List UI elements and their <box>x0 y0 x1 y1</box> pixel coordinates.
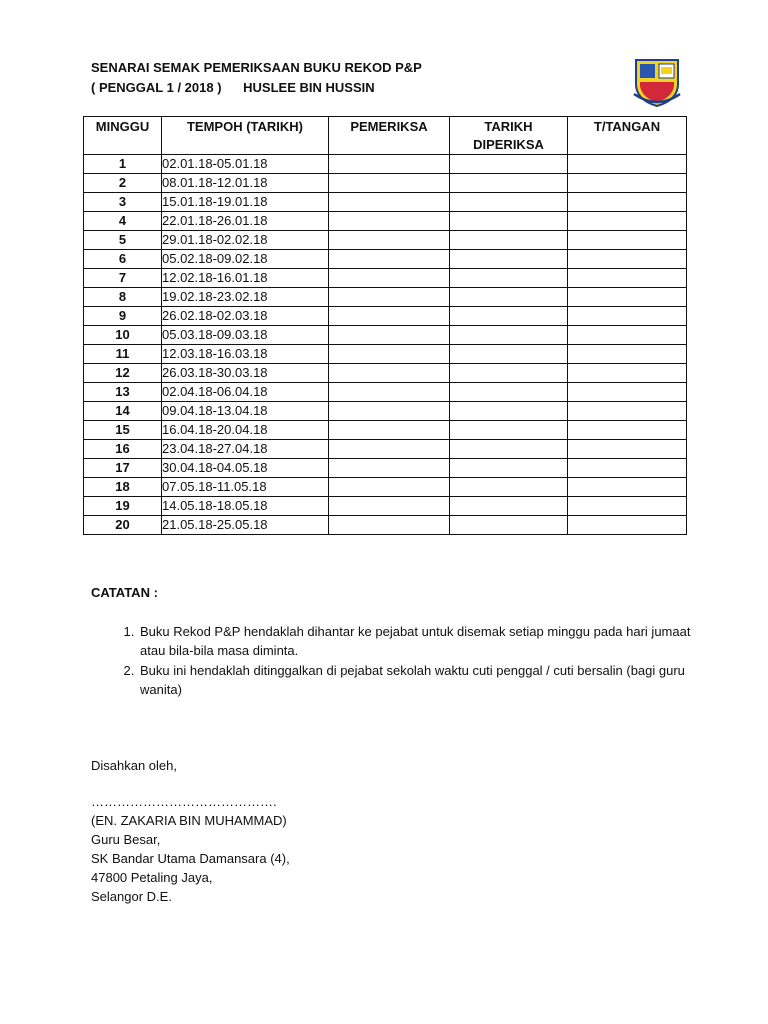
checklist-table <box>83 116 687 535</box>
signature-cell <box>568 516 687 535</box>
table-row <box>84 402 687 421</box>
week-cell: 18 <box>84 478 162 497</box>
date-checked-cell <box>450 516 568 535</box>
week-cell: 12 <box>84 364 162 383</box>
checker-cell <box>329 459 450 478</box>
checker-cell <box>329 440 450 459</box>
period-cell: 07.05.18-11.05.18 <box>162 478 329 497</box>
signature-cell <box>568 440 687 459</box>
table-row <box>84 345 687 364</box>
date-checked-cell <box>450 497 568 516</box>
checker-cell <box>329 212 450 231</box>
state: Selangor D.E. <box>91 889 172 904</box>
table-row <box>84 383 687 402</box>
table-row <box>84 231 687 250</box>
date-checked-cell <box>450 307 568 326</box>
checker-cell <box>329 307 450 326</box>
week-cell: 5 <box>84 231 162 250</box>
table-header-row <box>84 117 687 155</box>
week-cell: 20 <box>84 516 162 535</box>
table-row <box>84 459 687 478</box>
column-header-date-checked: TARIKH DIPERIKSA <box>450 117 568 155</box>
period-cell: 14.05.18-18.05.18 <box>162 497 329 516</box>
signature-cell <box>568 250 687 269</box>
signature-cell <box>568 288 687 307</box>
table-row <box>84 212 687 231</box>
date-checked-cell <box>450 250 568 269</box>
postcode-city: 47800 Petaling Jaya, <box>91 870 213 885</box>
note-item: 2. Buku ini hendaklah ditinggalkan di pejabat sekolah waktu cuti penggal / cuti bersalin (bagi guru wanita) <box>138 661 691 699</box>
week-cell: 2 <box>84 174 162 193</box>
period-cell: 09.04.18-13.04.18 <box>162 402 329 421</box>
column-header-checker: PEMERIKSA <box>329 117 450 155</box>
column-header-period: TEMPOH (TARIKH) <box>162 117 329 155</box>
date-checked-cell <box>450 212 568 231</box>
signature-cell <box>568 497 687 516</box>
table-row <box>84 174 687 193</box>
checker-cell <box>329 288 450 307</box>
period-cell: 23.04.18-27.04.18 <box>162 440 329 459</box>
period-cell: 08.01.18-12.01.18 <box>162 174 329 193</box>
checker-cell <box>329 326 450 345</box>
school-crest-icon <box>632 54 682 108</box>
table-row <box>84 364 687 383</box>
period-cell: 22.01.18-26.01.18 <box>162 212 329 231</box>
period-cell: 15.01.18-19.01.18 <box>162 193 329 212</box>
note-item: 1. Buku Rekod P&P hendaklah dihantar ke pejabat untuk disemak setiap minggu pada hari jumaat atau bila-bila masa diminta. <box>138 622 691 660</box>
date-checked-cell <box>450 440 568 459</box>
column-header-signature: T/TANGAN <box>568 117 687 155</box>
date-checked-cell <box>450 326 568 345</box>
week-cell: 6 <box>84 250 162 269</box>
date-checked-cell <box>450 288 568 307</box>
table-body <box>84 155 687 535</box>
document-title: SENARAI SEMAK PEMERIKSAAN BUKU REKOD P&P <box>91 60 422 75</box>
table-row <box>84 497 687 516</box>
period-cell: 26.02.18-02.03.18 <box>162 307 329 326</box>
checker-cell <box>329 250 450 269</box>
signature-cell <box>568 345 687 364</box>
signature-cell <box>568 364 687 383</box>
notes-section <box>91 585 691 700</box>
date-checked-cell <box>450 364 568 383</box>
checker-cell <box>329 231 450 250</box>
signature-cell <box>568 326 687 345</box>
table-row <box>84 269 687 288</box>
signature-cell <box>568 421 687 440</box>
signoff-block <box>91 756 290 906</box>
date-checked-cell <box>450 174 568 193</box>
week-cell: 1 <box>84 155 162 174</box>
week-cell: 16 <box>84 440 162 459</box>
signature-cell <box>568 193 687 212</box>
signature-cell <box>568 383 687 402</box>
checker-cell <box>329 421 450 440</box>
period-cell: 05.02.18-09.02.18 <box>162 250 329 269</box>
checker-cell <box>329 345 450 364</box>
checker-cell <box>329 269 450 288</box>
table-row <box>84 421 687 440</box>
week-cell: 11 <box>84 345 162 364</box>
signature-cell <box>568 269 687 288</box>
checker-cell <box>329 497 450 516</box>
teacher-name: HUSLEE BIN HUSSIN <box>243 80 375 95</box>
signature-cell <box>568 478 687 497</box>
date-checked-cell <box>450 345 568 364</box>
date-checked-cell <box>450 402 568 421</box>
signature-cell <box>568 212 687 231</box>
checker-cell <box>329 155 450 174</box>
column-header-week: MINGGU <box>84 117 162 155</box>
table-row <box>84 155 687 174</box>
signature-cell <box>568 459 687 478</box>
week-cell: 3 <box>84 193 162 212</box>
date-checked-cell <box>450 383 568 402</box>
date-checked-cell <box>450 155 568 174</box>
period-cell: 19.02.18-23.02.18 <box>162 288 329 307</box>
document-header <box>91 58 422 98</box>
week-cell: 7 <box>84 269 162 288</box>
week-cell: 8 <box>84 288 162 307</box>
week-cell: 13 <box>84 383 162 402</box>
date-checked-cell <box>450 231 568 250</box>
table-row <box>84 288 687 307</box>
period-cell: 12.02.18-16.01.18 <box>162 269 329 288</box>
period-cell: 26.03.18-30.03.18 <box>162 364 329 383</box>
signatory-name: (EN. ZAKARIA BIN MUHAMMAD) <box>91 813 287 828</box>
table-row <box>84 307 687 326</box>
period-cell: 21.05.18-25.05.18 <box>162 516 329 535</box>
checker-cell <box>329 174 450 193</box>
week-cell: 4 <box>84 212 162 231</box>
week-cell: 19 <box>84 497 162 516</box>
table-row <box>84 250 687 269</box>
table-row <box>84 440 687 459</box>
table-row <box>84 478 687 497</box>
checker-cell <box>329 516 450 535</box>
signature-cell <box>568 155 687 174</box>
checker-cell <box>329 193 450 212</box>
date-checked-cell <box>450 478 568 497</box>
notes-title: CATATAN : <box>91 585 158 600</box>
school-name: SK Bandar Utama Damansara (4), <box>91 851 290 866</box>
week-cell: 10 <box>84 326 162 345</box>
term-and-teacher-line <box>91 78 422 98</box>
signature-cell <box>568 402 687 421</box>
signature-cell <box>568 174 687 193</box>
period-cell: 12.03.18-16.03.18 <box>162 345 329 364</box>
period-cell: 16.04.18-20.04.18 <box>162 421 329 440</box>
date-checked-cell <box>450 421 568 440</box>
checker-cell <box>329 383 450 402</box>
week-cell: 17 <box>84 459 162 478</box>
table-row <box>84 326 687 345</box>
week-cell: 15 <box>84 421 162 440</box>
period-cell: 02.04.18-06.04.18 <box>162 383 329 402</box>
week-cell: 14 <box>84 402 162 421</box>
signature-line: ……………………………………. <box>91 794 277 809</box>
checker-cell <box>329 478 450 497</box>
date-checked-cell <box>450 269 568 288</box>
period-cell: 05.03.18-09.03.18 <box>162 326 329 345</box>
confirmed-by-label: Disahkan oleh, <box>91 758 177 773</box>
period-cell: 02.01.18-05.01.18 <box>162 155 329 174</box>
signatory-title: Guru Besar, <box>91 832 161 847</box>
date-checked-cell <box>450 459 568 478</box>
notes-list <box>91 622 691 699</box>
table-row <box>84 516 687 535</box>
date-checked-cell <box>450 193 568 212</box>
period-cell: 29.01.18-02.02.18 <box>162 231 329 250</box>
term-label: ( PENGGAL 1 / 2018 ) <box>91 80 222 95</box>
checker-cell <box>329 402 450 421</box>
week-cell: 9 <box>84 307 162 326</box>
signature-cell <box>568 307 687 326</box>
period-cell: 30.04.18-04.05.18 <box>162 459 329 478</box>
checker-cell <box>329 364 450 383</box>
table-row <box>84 193 687 212</box>
signature-cell <box>568 231 687 250</box>
